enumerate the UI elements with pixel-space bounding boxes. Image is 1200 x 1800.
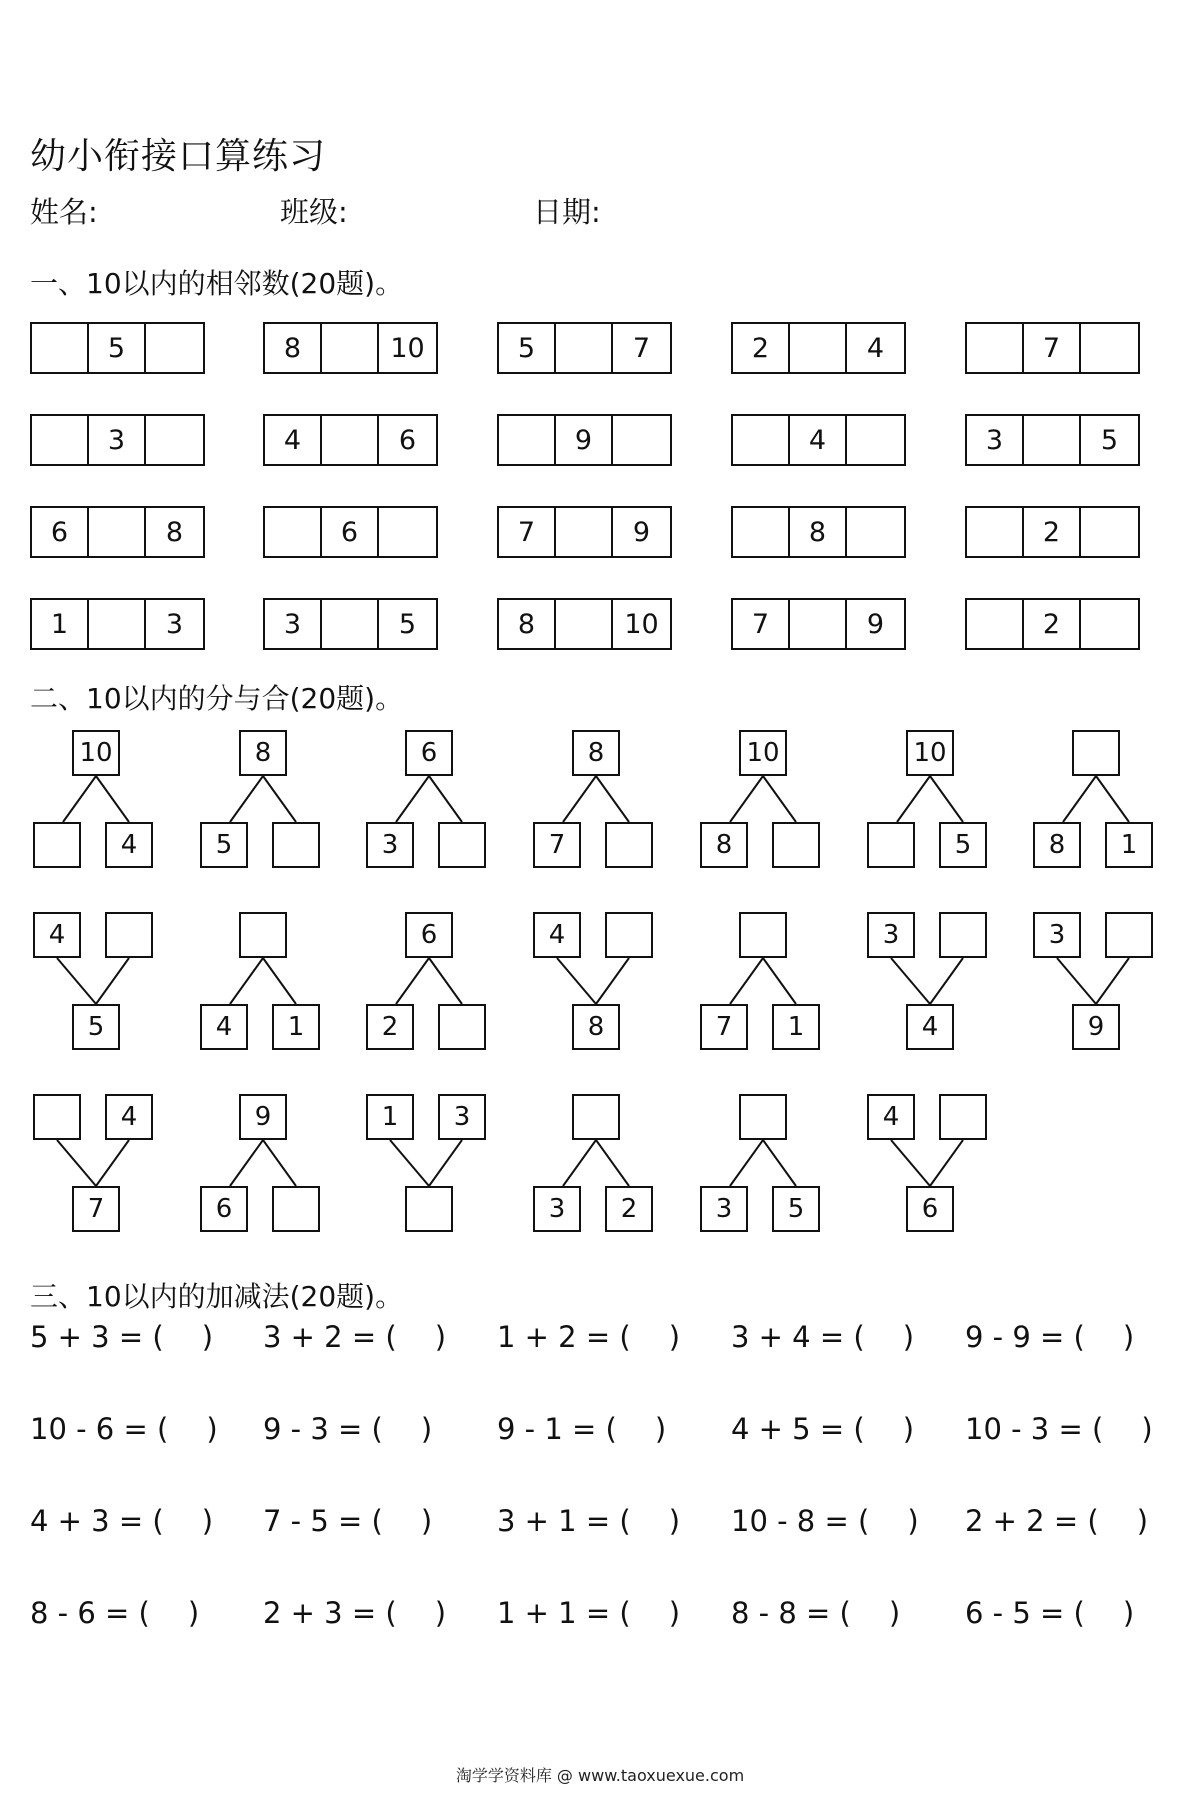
number-box: 9 xyxy=(1072,1004,1120,1050)
equation-expression: 6 - 5 = ( xyxy=(965,1596,1085,1630)
answer-blank-box[interactable] xyxy=(613,416,670,464)
number-bond-merge xyxy=(1033,912,1163,1077)
answer-blank-box[interactable] xyxy=(772,822,820,868)
number-box: 3 xyxy=(438,1094,486,1140)
answer-blank-box[interactable] xyxy=(939,1094,987,1140)
answer-blank-box[interactable] xyxy=(33,822,81,868)
answer-blank-box[interactable] xyxy=(32,416,89,464)
number-cell: 9 xyxy=(632,516,651,548)
number-bond-split xyxy=(200,912,330,1077)
number-cell: 6 xyxy=(322,508,379,556)
number-box: 4 xyxy=(533,912,581,958)
number-cell: 3 xyxy=(89,416,146,464)
equation-expression: 4 + 5 = ( xyxy=(731,1412,865,1446)
number-cell: 10 xyxy=(624,608,659,640)
bond-line xyxy=(230,1140,263,1186)
number-bond-merge xyxy=(533,912,663,1077)
answer-blank-box[interactable] xyxy=(790,600,847,648)
answer-blank-box[interactable] xyxy=(239,912,287,958)
number-cell: 2 xyxy=(1024,600,1081,648)
answer-blank-box[interactable] xyxy=(1081,508,1138,556)
close-paren: ) xyxy=(1136,1504,1149,1538)
answer-blank-box[interactable] xyxy=(272,1186,320,1232)
number-bond-merge xyxy=(366,1094,496,1259)
number-cell: 4 xyxy=(265,416,322,464)
answer-blank-box[interactable] xyxy=(739,912,787,958)
number-box: 6 xyxy=(405,730,453,776)
equation xyxy=(263,1596,446,1630)
close-paren: ) xyxy=(668,1320,681,1354)
close-paren: ) xyxy=(668,1596,681,1630)
equation-expression: 3 + 4 = ( xyxy=(731,1320,865,1354)
number-cell: 7 xyxy=(1024,324,1081,372)
equation xyxy=(497,1504,680,1538)
equation-expression: 8 - 8 = ( xyxy=(731,1596,851,1630)
bond-line xyxy=(263,958,296,1004)
section1-title: 一、10以内的相邻数(20题)。 xyxy=(30,267,404,300)
equation-expression: 9 - 1 = ( xyxy=(497,1412,617,1446)
number-bond-split xyxy=(33,730,163,895)
bond-line xyxy=(763,1140,796,1186)
answer-blank-box[interactable] xyxy=(1081,324,1138,372)
number-cell: 4 xyxy=(866,332,885,364)
bond-line xyxy=(596,776,629,822)
answer-blank-box[interactable] xyxy=(438,822,486,868)
number-cell: 8 xyxy=(265,324,322,372)
number-box: 4 xyxy=(33,912,81,958)
number-cell: 3 xyxy=(967,416,1024,464)
number-bond-split xyxy=(200,730,330,895)
number-box: 3 xyxy=(366,822,414,868)
worksheet-title: 幼小衔接口算练习 xyxy=(30,136,327,177)
answer-blank-box[interactable] xyxy=(739,1094,787,1140)
number-box: 3 xyxy=(867,912,915,958)
answer-blank-box[interactable] xyxy=(146,324,203,372)
equation-expression: 9 - 3 = ( xyxy=(263,1412,383,1446)
number-box: 7 xyxy=(72,1186,120,1232)
adjacent-number-triple xyxy=(965,414,1140,466)
bond-line xyxy=(263,1140,296,1186)
close-paren: ) xyxy=(187,1596,200,1630)
adjacent-number-triple xyxy=(30,598,205,650)
equation-expression: 1 + 1 = ( xyxy=(497,1596,631,1630)
answer-blank-box[interactable] xyxy=(1081,600,1138,648)
number-box: 3 xyxy=(533,1186,581,1232)
bond-line xyxy=(390,1140,429,1186)
number-box: 7 xyxy=(700,1004,748,1050)
adjacent-number-triple xyxy=(263,598,438,650)
answer-blank-box[interactable] xyxy=(967,324,1024,372)
bond-line xyxy=(57,1140,96,1186)
adjacent-number-triple xyxy=(731,322,906,374)
bond-line xyxy=(230,776,263,822)
number-box: 5 xyxy=(200,822,248,868)
equation xyxy=(731,1320,914,1354)
answer-blank-box[interactable] xyxy=(32,324,89,372)
answer-blank-box[interactable] xyxy=(379,508,436,556)
answer-blank-box[interactable] xyxy=(499,416,556,464)
answer-blank-box[interactable] xyxy=(556,324,613,372)
close-paren: ) xyxy=(902,1320,915,1354)
answer-blank-box[interactable] xyxy=(33,1094,81,1140)
number-box: 10 xyxy=(72,730,120,776)
number-box: 5 xyxy=(72,1004,120,1050)
answer-blank-box[interactable] xyxy=(605,912,653,958)
number-box: 8 xyxy=(572,1004,620,1050)
equation xyxy=(965,1320,1134,1354)
equation xyxy=(263,1412,432,1446)
close-paren: ) xyxy=(206,1412,218,1446)
equation xyxy=(497,1596,680,1630)
close-paren: ) xyxy=(1122,1596,1135,1630)
number-box: 7 xyxy=(533,822,581,868)
section3-title: 三、10以内的加减法(20题)。 xyxy=(30,1280,404,1313)
number-cell: 2 xyxy=(1024,508,1081,556)
adjacent-number-triple xyxy=(30,414,205,466)
name-label: 姓名: xyxy=(30,195,98,229)
equation-expression: 3 + 2 = ( xyxy=(263,1320,397,1354)
answer-blank-box[interactable] xyxy=(1024,416,1081,464)
bond-line xyxy=(96,958,129,1004)
equation xyxy=(263,1504,432,1538)
class-label: 班级: xyxy=(280,195,348,229)
number-cell: 5 xyxy=(89,324,146,372)
close-paren: ) xyxy=(1141,1412,1153,1446)
equation-expression: 7 - 5 = ( xyxy=(263,1504,383,1538)
equation-expression: 1 + 2 = ( xyxy=(497,1320,631,1354)
bond-line xyxy=(897,776,930,822)
bond-line xyxy=(230,958,263,1004)
number-box: 6 xyxy=(906,1186,954,1232)
bond-line xyxy=(730,1140,763,1186)
bond-line xyxy=(596,958,629,1004)
close-paren: ) xyxy=(902,1412,915,1446)
number-cell: 6 xyxy=(398,424,417,456)
bond-line xyxy=(396,958,429,1004)
bond-line xyxy=(730,776,763,822)
equation-expression: 10 - 8 = ( xyxy=(731,1504,870,1538)
bond-line xyxy=(730,958,763,1004)
number-bond-split xyxy=(366,912,496,1077)
footer-watermark: 淘学学资料库 @ www.taoxuexue.com xyxy=(455,1766,745,1785)
answer-blank-box[interactable] xyxy=(967,600,1024,648)
answer-blank-box[interactable] xyxy=(405,1186,453,1232)
number-cell: 9 xyxy=(866,608,885,640)
answer-blank-box[interactable] xyxy=(1072,730,1120,776)
bond-line xyxy=(63,776,96,822)
number-bond-split xyxy=(700,912,830,1077)
bond-line xyxy=(596,1140,629,1186)
number-box: 3 xyxy=(700,1186,748,1232)
number-box: 2 xyxy=(605,1186,653,1232)
answer-blank-box[interactable] xyxy=(322,416,379,464)
close-paren: ) xyxy=(201,1320,214,1354)
close-paren: ) xyxy=(654,1412,667,1446)
number-bond-split xyxy=(867,730,997,895)
number-box: 6 xyxy=(405,912,453,958)
number-box: 8 xyxy=(700,822,748,868)
number-box: 5 xyxy=(772,1186,820,1232)
equation-expression: 3 + 1 = ( xyxy=(497,1504,631,1538)
number-cell: 8 xyxy=(790,508,847,556)
answer-blank-box[interactable] xyxy=(272,822,320,868)
bond-line xyxy=(396,776,429,822)
adjacent-number-triple xyxy=(731,598,906,650)
equation-expression: 4 + 3 = ( xyxy=(30,1504,164,1538)
answer-blank-box[interactable] xyxy=(939,912,987,958)
answer-blank-box[interactable] xyxy=(967,508,1024,556)
bond-line xyxy=(429,1140,462,1186)
number-box: 6 xyxy=(200,1186,248,1232)
number-cell: 7 xyxy=(733,600,790,648)
number-bond-merge xyxy=(867,1094,997,1259)
equation-expression: 2 + 2 = ( xyxy=(965,1504,1099,1538)
bond-line xyxy=(1096,776,1129,822)
close-paren: ) xyxy=(888,1596,901,1630)
answer-blank-box[interactable] xyxy=(438,1004,486,1050)
bond-line xyxy=(263,776,296,822)
equation xyxy=(965,1412,1153,1446)
close-paren: ) xyxy=(420,1412,433,1446)
number-cell: 10 xyxy=(390,332,425,364)
answer-blank-box[interactable] xyxy=(322,600,379,648)
bond-line xyxy=(429,958,462,1004)
number-cell: 5 xyxy=(398,608,417,640)
number-bond-split xyxy=(533,730,663,895)
number-cell: 5 xyxy=(1100,424,1119,456)
number-cell: 1 xyxy=(32,600,89,648)
number-cell: 2 xyxy=(733,324,790,372)
adjacent-number-triple xyxy=(731,414,906,466)
number-box: 8 xyxy=(1033,822,1081,868)
equation xyxy=(497,1320,680,1354)
adjacent-number-triple xyxy=(965,506,1140,558)
equation-expression: 10 - 6 = ( xyxy=(30,1412,169,1446)
equation xyxy=(30,1504,213,1538)
bond-line xyxy=(763,776,796,822)
number-bond-split xyxy=(700,730,830,895)
bond-line xyxy=(563,1140,596,1186)
bond-line xyxy=(763,958,796,1004)
number-box: 1 xyxy=(772,1004,820,1050)
equation xyxy=(965,1504,1148,1538)
date-label: 日期: xyxy=(533,195,601,229)
equation-expression: 10 - 3 = ( xyxy=(965,1412,1104,1446)
number-box: 4 xyxy=(105,822,153,868)
number-box: 10 xyxy=(906,730,954,776)
number-box: 8 xyxy=(572,730,620,776)
answer-blank-box[interactable] xyxy=(146,416,203,464)
adjacent-number-triple xyxy=(497,598,672,650)
close-paren: ) xyxy=(420,1504,433,1538)
close-paren: ) xyxy=(907,1504,919,1538)
bond-line xyxy=(1096,958,1129,1004)
adjacent-number-triple xyxy=(30,506,205,558)
answer-blank-box[interactable] xyxy=(1105,912,1153,958)
bond-line xyxy=(429,776,462,822)
answer-blank-box[interactable] xyxy=(572,1094,620,1140)
equation xyxy=(30,1320,213,1354)
equation-expression: 2 + 3 = ( xyxy=(263,1596,397,1630)
number-cell: 3 xyxy=(265,600,322,648)
equation xyxy=(263,1320,446,1354)
equation xyxy=(30,1412,218,1446)
number-cell: 7 xyxy=(499,508,556,556)
number-bond-split xyxy=(1033,730,1163,895)
bond-line xyxy=(557,958,596,1004)
number-bond-split xyxy=(700,1094,830,1259)
adjacent-number-triple xyxy=(497,414,672,466)
answer-blank-box[interactable] xyxy=(89,508,146,556)
bond-line xyxy=(563,776,596,822)
number-box: 9 xyxy=(239,1094,287,1140)
bond-line xyxy=(891,1140,930,1186)
answer-blank-box[interactable] xyxy=(556,508,613,556)
adjacent-number-triple xyxy=(965,322,1140,374)
bond-line xyxy=(96,776,129,822)
answer-blank-box[interactable] xyxy=(790,324,847,372)
section2-title: 二、10以内的分与合(20题)。 xyxy=(30,682,404,715)
number-cell: 8 xyxy=(499,600,556,648)
equation xyxy=(965,1596,1134,1630)
equation xyxy=(30,1596,199,1630)
adjacent-number-triple xyxy=(965,598,1140,650)
answer-blank-box[interactable] xyxy=(733,508,790,556)
number-cell: 7 xyxy=(632,332,651,364)
bond-line xyxy=(57,958,96,1004)
adjacent-number-triple xyxy=(497,506,672,558)
equation xyxy=(731,1596,900,1630)
adjacent-number-triple xyxy=(263,322,438,374)
number-box: 8 xyxy=(239,730,287,776)
close-paren: ) xyxy=(668,1504,681,1538)
number-box: 1 xyxy=(366,1094,414,1140)
adjacent-number-triple xyxy=(731,506,906,558)
number-cell: 9 xyxy=(556,416,613,464)
number-cell: 4 xyxy=(790,416,847,464)
number-box: 1 xyxy=(1105,822,1153,868)
number-box: 4 xyxy=(867,1094,915,1140)
number-bond-split xyxy=(200,1094,330,1259)
adjacent-number-triple xyxy=(497,322,672,374)
close-paren: ) xyxy=(201,1504,214,1538)
number-cell: 6 xyxy=(32,508,89,556)
answer-blank-box[interactable] xyxy=(867,822,915,868)
number-bond-split xyxy=(533,1094,663,1259)
number-cell: 5 xyxy=(499,324,556,372)
bond-line xyxy=(930,958,963,1004)
bond-line xyxy=(891,958,930,1004)
number-box: 4 xyxy=(200,1004,248,1050)
answer-blank-box[interactable] xyxy=(847,416,904,464)
number-box: 3 xyxy=(1033,912,1081,958)
equation xyxy=(731,1504,919,1538)
answer-blank-box[interactable] xyxy=(847,508,904,556)
number-cell: 3 xyxy=(165,608,184,640)
adjacent-number-triple xyxy=(263,414,438,466)
number-box: 4 xyxy=(105,1094,153,1140)
bond-line xyxy=(930,1140,963,1186)
answer-blank-box[interactable] xyxy=(322,324,379,372)
equation xyxy=(497,1412,666,1446)
close-paren: ) xyxy=(1122,1320,1135,1354)
number-bond-merge xyxy=(33,1094,163,1259)
equation-expression: 8 - 6 = ( xyxy=(30,1596,150,1630)
number-box: 10 xyxy=(739,730,787,776)
bond-line xyxy=(1057,958,1096,1004)
number-bond-merge xyxy=(867,912,997,1077)
adjacent-number-triple xyxy=(263,506,438,558)
adjacent-number-triple xyxy=(30,322,205,374)
number-cell: 8 xyxy=(165,516,184,548)
number-box: 5 xyxy=(939,822,987,868)
equation-expression: 5 + 3 = ( xyxy=(30,1320,164,1354)
answer-blank-box[interactable] xyxy=(556,600,613,648)
equation xyxy=(731,1412,914,1446)
bond-line xyxy=(96,1140,129,1186)
number-box: 2 xyxy=(366,1004,414,1050)
number-box: 1 xyxy=(272,1004,320,1050)
number-bond-split xyxy=(366,730,496,895)
close-paren: ) xyxy=(434,1596,447,1630)
answer-blank-box[interactable] xyxy=(105,912,153,958)
answer-blank-box[interactable] xyxy=(605,822,653,868)
number-bond-merge xyxy=(33,912,163,1077)
number-box: 4 xyxy=(906,1004,954,1050)
answer-blank-box[interactable] xyxy=(89,600,146,648)
answer-blank-box[interactable] xyxy=(733,416,790,464)
bond-line xyxy=(1063,776,1096,822)
bond-line xyxy=(930,776,963,822)
answer-blank-box[interactable] xyxy=(265,508,322,556)
equation-expression: 9 - 9 = ( xyxy=(965,1320,1085,1354)
close-paren: ) xyxy=(434,1320,447,1354)
